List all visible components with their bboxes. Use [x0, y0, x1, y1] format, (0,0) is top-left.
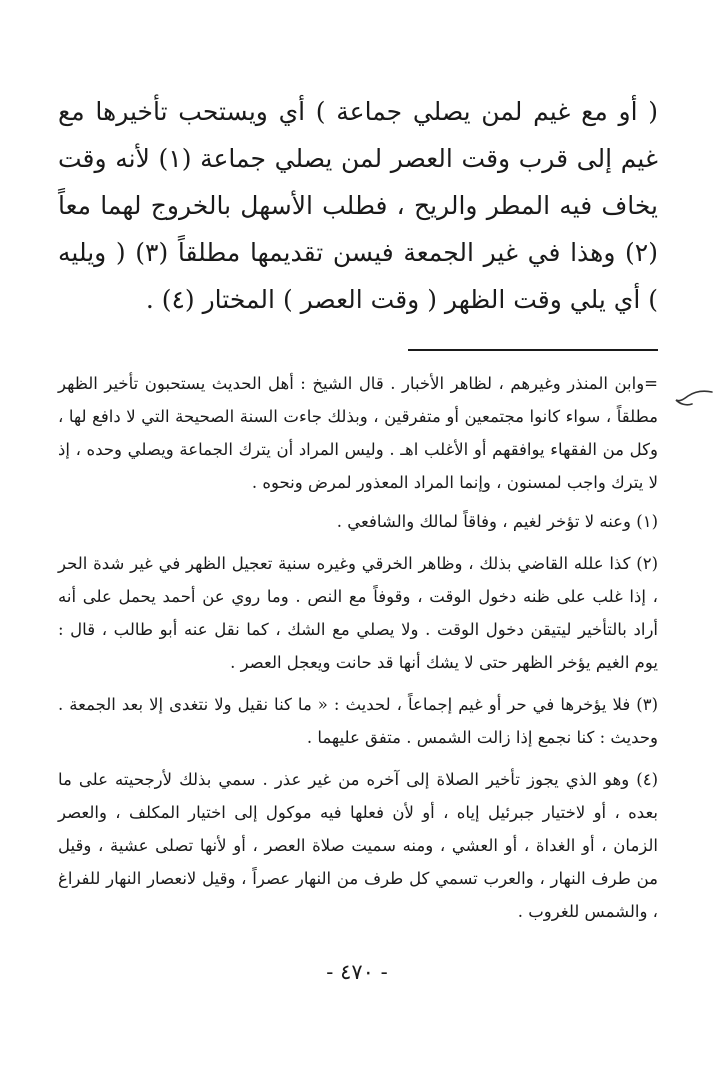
- footnote-4: (٤) وهو الذي يجوز تأخير الصلاة إلى آخره من غير عذر . سمي بذلك لأرجحيته على ما بعده ، أو لاختيار جبرئيل إياه ، أو لأن فعلها فيه موكول إلى اختيار المكلف ، والعصر الزمان ، أو الغداة ، أو العشي ، ومنه سميت صلاة العصر ، أو لأنها تصلى عشية ، وقيل من طرف النهار ، والعرب تسمي كل طرف من النهار عصراً ، وقيل لانعصار النهار للفراغ ، والشمس للغروب .: [58, 770, 658, 921]
- document-page: [58, 88, 658, 937]
- footnote-continuation: =وابن المنذر وغيرهم ، لظاهر الأخبار . قال الشيخ : أهل الحديث يستحبون تأخير الظهر مطلقاً ، سواء كانوا مجتمعين أو متفرقين ، وبذلك جاءت السنة الصحيحة التي لا دافع لها ، وكل من الفقهاء يوافقهم أو الأغلب اهـ . وليس المراد أن يترك الجماعة ويصلي وحده ، إذ لا يترك واجب لمسنون ، وإنما المراد المعذور لمرض ونحوه .: [58, 374, 658, 492]
- margin-pen-mark: [672, 384, 714, 414]
- footnote-divider: [408, 349, 658, 351]
- footnote-1: (١) وعنه لا تؤخر لغيم ، وفاقاً لمالك والشافعي .: [336, 512, 658, 531]
- footnote-2: (٢) كذا علله القاضي بذلك ، وظاهر الخرقي وغيره سنية تعجيل الظهر في غير شدة الحر ، إذا غلب على ظنه دخول الوقت ، وقوفاً مع النص . وما روي عن أحمد يحمل على أنه أراد بالتأخير ليتيقن دخول الوقت . ولا يصلي مع الشك ، كما نقل عنه أبو طالب ، قال : يوم الغيم يؤخر الظهر حتى لا يشك أنها قد حانت ويعجل العصر .: [58, 554, 658, 672]
- footnotes-section: [58, 367, 658, 928]
- page-number: - ٤٧٠ -: [326, 960, 388, 984]
- footnote-3: (٣) فلا يؤخرها في حر أو غيم إجماعاً ، لحديث : « ما كنا نقيل ولا نتغدى إلا بعد الجمعة . وحديث : كنا نجمع إذا زالت الشمس . متفق عليهما .: [58, 695, 658, 747]
- main-text-paragraph: ( أو مع غيم لمن يصلي جماعة ) أي ويستحب تأخيرها مع غيم إلى قرب وقت العصر لمن يصلي جماعة (١) لأنه وقت يخاف فيه المطر والريح ، فطلب الأسهل بالخروج لهما معاً (٢) وهذا في غير الجمعة فيسن تقديمها مطلقاً (٣) ( ويليه ) أي يلي وقت الظهر ( وقت العصر ) المختار (٤) .: [58, 97, 659, 314]
